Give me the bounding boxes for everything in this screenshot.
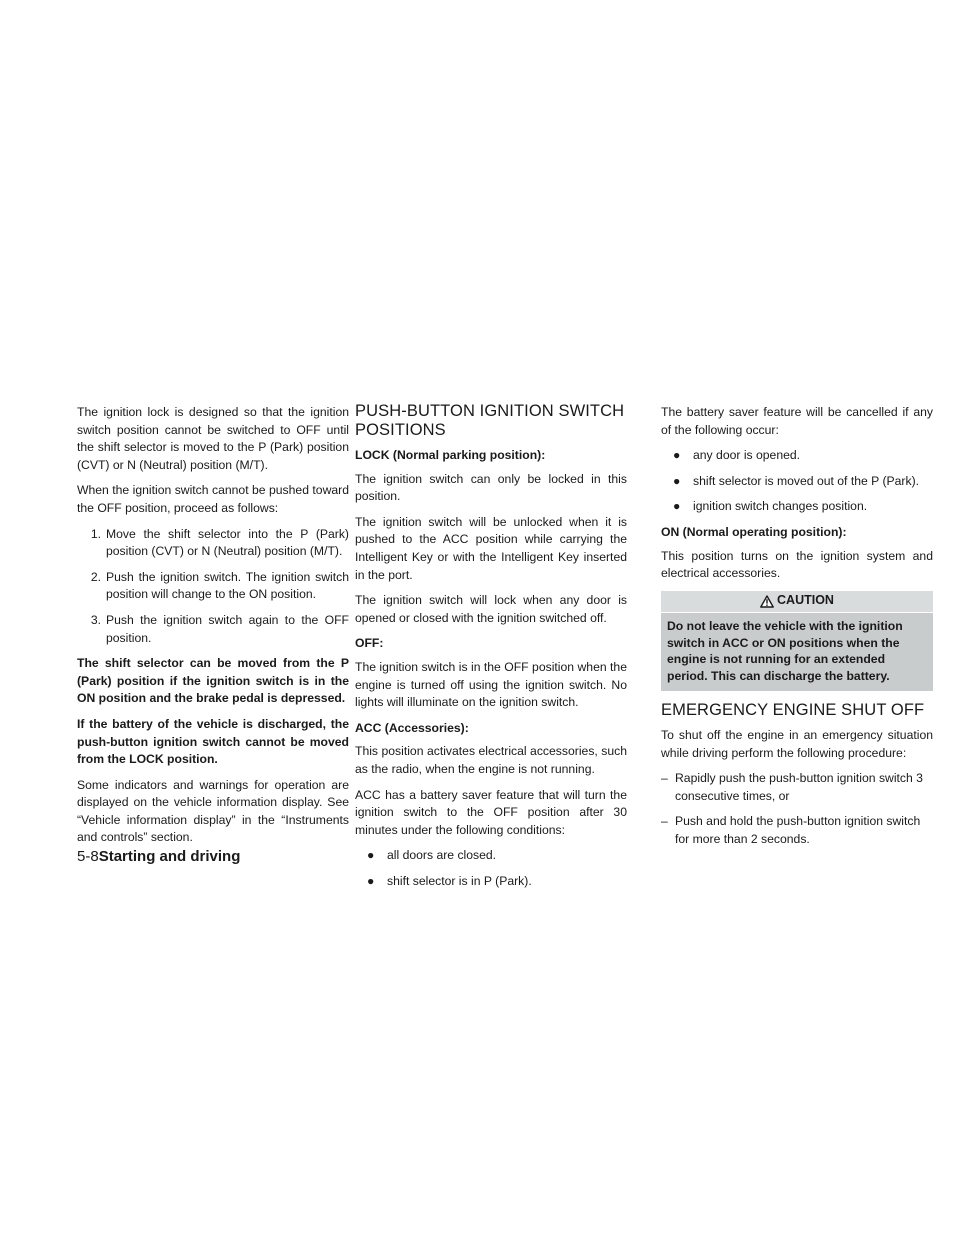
bold-note: If the battery of the vehicle is discharged, the push-button ignition switch cannot be moved from the LOCK position. (77, 716, 349, 767)
footer-section-name: Starting and driving (98, 848, 241, 865)
paragraph: The ignition switch is in the OFF position when the engine is turned off using the ignition switch. No lights will illuminate on the ignition switch. (355, 659, 627, 710)
subheading-on: ON (Normal operating position): (661, 524, 847, 539)
paragraph: When the ignition switch cannot be pushed toward the OFF position, proceed as follows: (77, 483, 349, 515)
column-right (661, 404, 933, 857)
bullet-item: ● ignition switch changes position. (661, 498, 933, 516)
caution-header (661, 591, 933, 612)
bullet-icon: ● (367, 873, 375, 888)
bullet-icon: ● (673, 448, 681, 463)
bullet-item: ● any door is opened. (661, 447, 933, 465)
caution-box (661, 591, 933, 691)
warning-triangle-icon (760, 595, 774, 608)
bullet-icon: ● (673, 473, 681, 488)
numbered-step: 3. Push the ignition switch again to the OFF position. (90, 612, 349, 645)
numbered-step: 1. Move the shift selector into the P (Park) position (CVT) or N (Neutral) position (M/T). (90, 526, 349, 559)
bullet-icon: ● (673, 499, 681, 514)
paragraph: This position activates electrical accessories, such as the radio, when the engine is not running. (355, 744, 627, 776)
paragraph: ACC has a battery saver feature that will turn the ignition switch to the OFF position after 30 minutes under the following conditions: (355, 787, 627, 837)
column-left (77, 404, 349, 855)
bullet-icon: ● (367, 848, 375, 863)
subheading-acc: ACC (Accessories): (355, 720, 469, 735)
bullet-item: ● shift selector is in P (Park). (355, 873, 627, 891)
caution-text: Do not leave the vehicle with the ignition switch in ACC or ON positions when the engine is not running for an extended period. This can discharge the battery. (661, 612, 933, 691)
paragraph: The ignition switch will lock when any door is opened or closed with the ignition switched off. (355, 593, 627, 625)
subheading-off: OFF: (355, 636, 384, 651)
bullet-item: ● all doors are closed. (355, 847, 627, 865)
dash-item: – Push and hold the push-button ignition switch for more than 2 seconds. (661, 814, 921, 846)
paragraph: The battery saver feature will be cancelled if any of the following occur: (661, 405, 933, 437)
caution-title: CAUTION (777, 593, 834, 608)
page-number: 5-8 (77, 848, 99, 865)
paragraph: This position turns on the ignition system and electrical accessories. (661, 548, 933, 581)
subheading-lock: LOCK (Normal parking position): (355, 448, 546, 462)
column-middle (355, 404, 627, 898)
bold-note: The shift selector can be moved from the P (Park) position if the ignition switch is in the ON position and the brake pedal is depressed. (77, 656, 349, 706)
page-footer (77, 848, 240, 865)
paragraph: The ignition switch can only be locked in this position. (355, 471, 627, 504)
numbered-step: 2. Push the ignition switch. The ignition switch position will change to the ON position. (90, 569, 349, 602)
bullet-item: ● shift selector is moved out of the P (Park). (661, 473, 933, 491)
paragraph: The ignition switch will be unlocked when it is pushed to the ACC position while carrying the Intelligent Key or with the Intelligent Key inserted in the port. (355, 514, 627, 582)
section-heading: PUSH-BUTTON IGNITION SWITCH POSITIONS (355, 402, 625, 439)
paragraph: To shut off the engine in an emergency situation while driving perform the following procedure: (661, 727, 933, 760)
paragraph: Some indicators and warnings for operation are displayed on the vehicle information display. See “Vehicle information display” in the “Instruments and controls” section. (77, 777, 349, 845)
paragraph: The ignition lock is designed so that the ignition switch position cannot be switched to OFF until the shift selector is moved to the P (Park) position (CVT) or N (Neutral) position (M/T). (77, 405, 349, 472)
section-heading: EMERGENCY ENGINE SHUT OFF (661, 700, 925, 719)
dash-item: – Rapidly push the push-button ignition switch 3 consecutive times, or (661, 771, 923, 803)
